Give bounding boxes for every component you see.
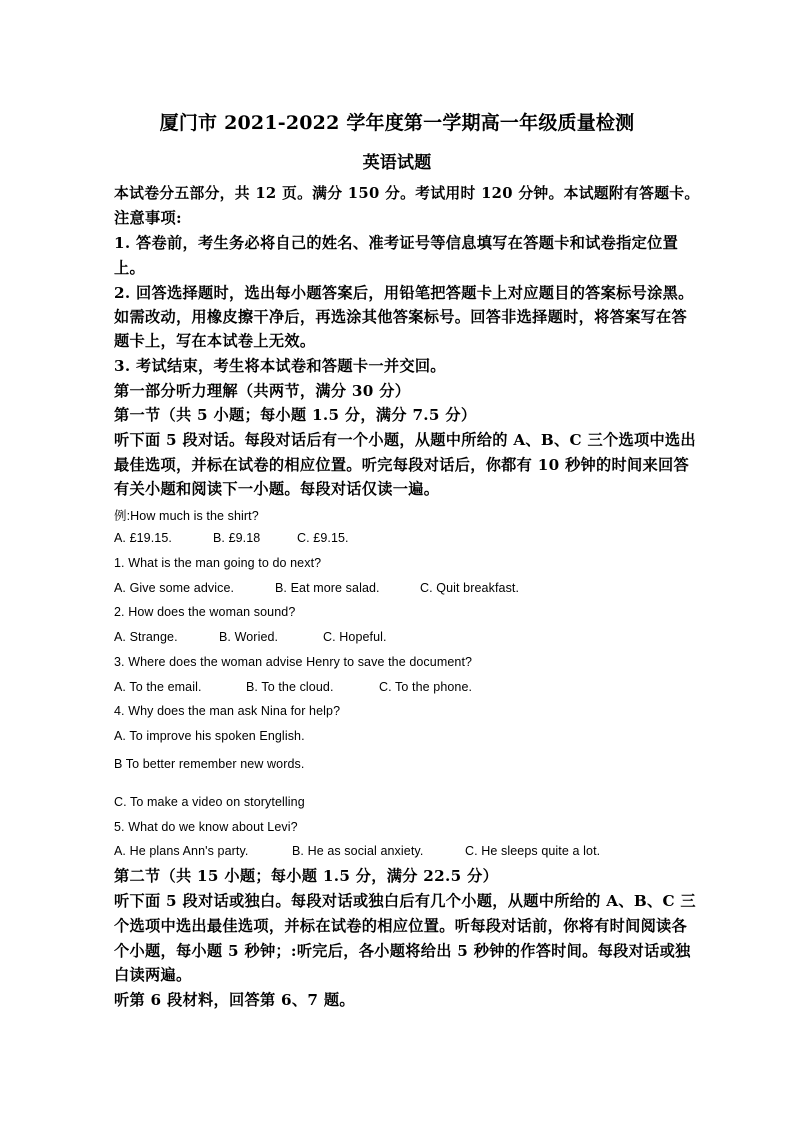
note-1-line-1: 1. 答卷前，考生务必将自己的姓名、准考证号等信息填写在答题卡和试卷指定位置 [114,234,679,252]
example-option-a: A. £19.15. [114,531,172,545]
note-2-line-3: 题卡上，写在本试卷上无效。 [114,332,316,350]
example-option-c: C. £9.15. [297,531,349,545]
section-1-instruction-line-2: 最佳选项，并标在试卷的相应位置。听完每段对话后，你都有 10 秒钟的时间来回答 [114,456,689,474]
question-5-option-b: B. He as social anxiety. [292,844,424,858]
notice-heading: 注意事项: [114,209,182,227]
question-2-option-c: C. Hopeful. [323,630,387,644]
question-5: 5. What do we know about Levi? [114,820,298,834]
exam-title: 厦门市 2021-2022 学年度第一学期高一年级质量检测 [159,112,635,134]
section-2-instruction-line-1: 听下面 5 段对话或独白。每段对话或独白后有几个小题，从题中所给的 A、B、C 三 [114,892,696,910]
question-2-option-a: A. Strange. [114,630,178,644]
question-2: 2. How does the woman sound? [114,605,296,619]
note-2-line-2: 如需改动，用橡皮擦干净后，再选涂其他答案标号。回答非选择题时，将答案写在答 [114,308,688,326]
note-3: 3. 考试结束，考生将本试卷和答题卡一并交回。 [114,357,446,375]
question-5-option-c: C. He sleeps quite a lot. [465,844,601,858]
exam-summary: 本试卷分五部分，共 12 页。满分 150 分。考试用时 120 分钟。本试题附有答题卡。 [114,185,700,202]
exam-subtitle: 英语试题 [362,153,432,173]
example-question: 例:How much is the shirt? [114,509,259,523]
part-1-heading: 第一部分听力理解（共两节，满分 30 分） [114,382,411,400]
question-4: 4. Why does the man ask Nina for help? [114,704,341,718]
section-1-instruction-line-1: 听下面 5 段对话。每段对话后有一个小题，从题中所给的 A、B、C 三个选项中选出 [114,431,696,449]
question-4-option-b: B To better remember new words. [114,757,305,771]
question-3: 3. Where does the woman advise Henry to save the document? [114,655,473,669]
section-2-heading: 第二节（共 15 小题；每小题 1.5 分，满分 22.5 分） [114,867,499,885]
note-2-line-1: 2. 回答选择题时，选出每小题答案后，用铅笔把答题卡上对应题目的答案标号涂黑。 [114,284,694,302]
section-1-heading: 第一节（共 5 小题；每小题 1.5 分，满分 7.5 分） [114,406,477,424]
section-2-instruction-line-2: 个选项中选出最佳选项，并标在试卷的相应位置。听每段对话前，你将有时间阅读各 [114,917,688,935]
question-1: 1. What is the man going to do next? [114,556,322,570]
section-2-instruction-line-3: 个小题，每小题 5 秒钟；:听完后，各小题将给出 5 秒钟的作答时间。每段对话或独 [114,942,691,960]
note-1-line-2: 上。 [114,259,145,277]
question-1-option-a: A. Give some advice. [114,581,235,595]
example-option-b: B. £9.18 [213,531,261,545]
question-1-option-b: B. Eat more salad. [275,581,380,595]
question-3-option-c: C. To the phone. [379,680,473,694]
question-4-option-c: C. To make a video on storytelling [114,795,305,809]
question-4-option-a: A. To improve his spoken English. [114,729,305,743]
material-6-prompt: 听第 6 段材料，回答第 6、7 题。 [114,991,355,1009]
question-2-option-b: B. Woried. [219,630,279,644]
question-3-option-b: B. To the cloud. [246,680,334,694]
question-5-option-a: A. He plans Ann's party. [114,844,249,858]
question-1-option-c: C. Quit breakfast. [420,581,520,595]
section-2-instruction-line-4: 白读两遍。 [114,966,192,984]
section-1-instruction-line-3: 有关小题和阅读下一小题。每段对话仅读一遍。 [114,480,440,498]
question-3-option-a: A. To the email. [114,680,202,694]
